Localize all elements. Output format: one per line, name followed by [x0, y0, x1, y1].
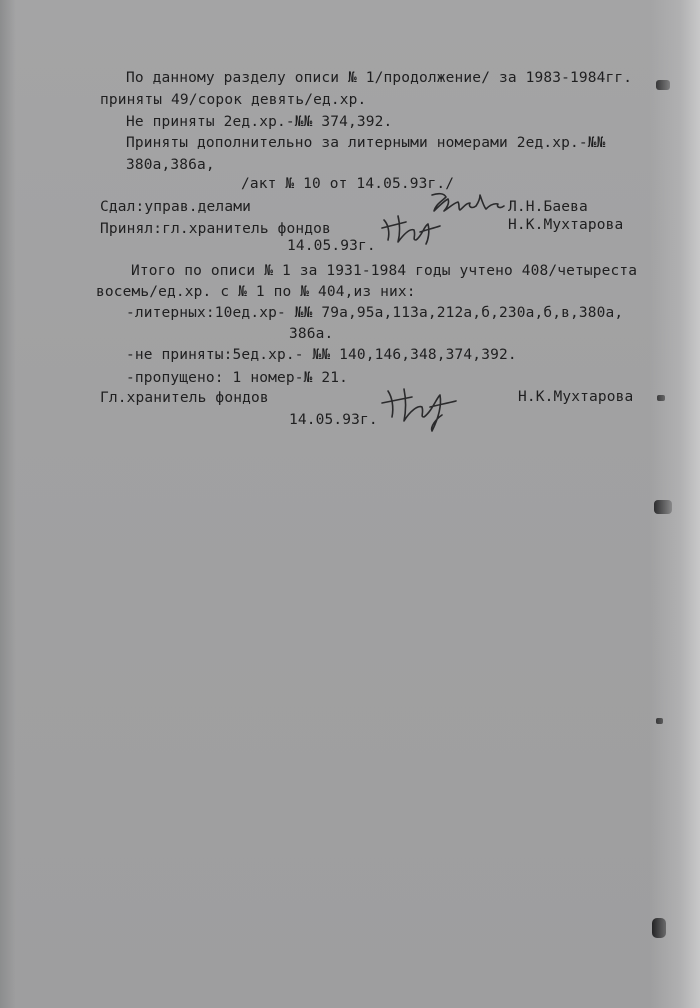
total-line-1: Итого по описи № 1 за 1931-1984 годы учтено 408/четыреста — [131, 263, 638, 279]
binding-hole-mark — [656, 80, 670, 90]
binding-hole-mark — [652, 918, 666, 938]
received-name: Н.К.Мухтарова — [508, 217, 624, 233]
handed-over-label: Сдал:управ.делами — [100, 199, 251, 215]
date-2: 14.05.93г. — [289, 412, 378, 428]
paragraph-1-line-1: По данному разделу описи № 1/продолжение/ за 1983-1984гг. — [126, 70, 633, 86]
keeper-name: Н.К.Мухтарова — [518, 389, 634, 405]
keeper-signature — [380, 383, 460, 435]
handed-over-name: Л.Н.Баева — [508, 199, 588, 215]
keeper-label: Гл.хранитель фондов — [100, 390, 269, 406]
additional-line-1: Приняты дополнительно за литерными номерами 2ед.хр.-№№ — [126, 135, 606, 151]
binding-hole-mark — [654, 500, 672, 514]
act-reference: /акт № 10 от 14.05.93г./ — [241, 176, 455, 192]
received-label: Принял:гл.хранитель фондов — [100, 221, 331, 237]
total-line-2: восемь/ед.хр. с № 1 по № 404,из них: — [96, 284, 416, 300]
literal-line-1: -литерных:10ед.хр- №№ 79а,95а,113а,212а,б,230а,б,в,380а, — [126, 305, 624, 321]
received-signature — [378, 210, 444, 246]
binding-hole-mark — [656, 718, 663, 724]
not-accepted-line-2: -не приняты:5ед.хр.- №№ 140,146,348,374,392. — [126, 347, 517, 363]
additional-line-2: 380а,386а, — [126, 157, 215, 173]
binding-hole-mark — [657, 395, 665, 401]
skipped-line: -пропущено: 1 номер-№ 21. — [126, 370, 348, 386]
paragraph-1-line-2: приняты 49/сорок девять/ед.хр. — [100, 92, 367, 108]
not-accepted-line: Не приняты 2ед.хр.-№№ 374,392. — [126, 114, 393, 130]
literal-line-2: 386а. — [289, 326, 334, 342]
date-1: 14.05.93г. — [287, 238, 376, 254]
